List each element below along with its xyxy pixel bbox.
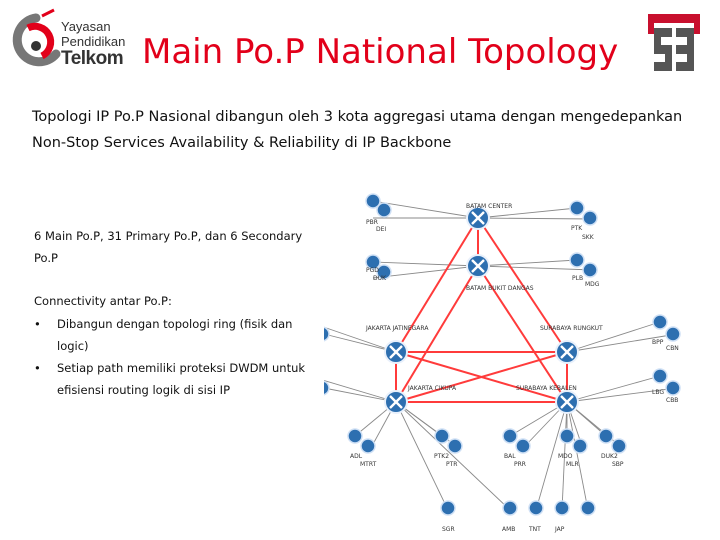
- pop-label: AMB: [502, 526, 516, 533]
- pop-label: PTR: [446, 461, 458, 468]
- pop-label: SGR: [442, 526, 455, 533]
- summary-line-2: Po.P: [34, 251, 58, 265]
- label-surabaya-kebalen: SURABAYA KEBALEN: [516, 385, 577, 392]
- label-jakarta-jatinegara: JAKARTA JATINEGARA: [366, 325, 429, 332]
- telkom-university-logo: [648, 14, 700, 76]
- bullet-2-line-2: efisiensi routing logik di sisi IP: [57, 383, 231, 397]
- page-title: Main Po.P National Topology: [142, 32, 619, 72]
- router-icon: [385, 341, 407, 363]
- bullet-marker: •: [34, 361, 41, 375]
- pop-label: MDO: [558, 453, 573, 460]
- main-pop-routers: [385, 207, 578, 413]
- pop-label: SKK: [582, 234, 594, 241]
- label-surabaya-rungkut: SURABAYA RUNGKUT: [540, 325, 603, 332]
- logo-line-pendidikan: Pendidikan: [61, 34, 126, 49]
- bullet-2-line-1: Setiap path memiliki proteksi DWDM untuk: [57, 361, 306, 375]
- router-icon: [467, 255, 489, 277]
- bullet-1-line-2: logic): [57, 339, 89, 353]
- pop-label: JAP: [555, 526, 565, 533]
- logo-line-telkom: Telkom: [61, 48, 124, 69]
- pop-label: MDG: [585, 281, 600, 288]
- pop-label: PBR: [366, 219, 378, 226]
- pop-label: SBP: [612, 461, 624, 468]
- router-icon: [385, 391, 407, 413]
- pop-label: BPP: [652, 339, 664, 346]
- pop-label: CBN: [666, 345, 679, 352]
- header: [0, 0, 720, 92]
- pop-label: MLR: [566, 461, 579, 468]
- pop-label: PTK: [571, 225, 583, 232]
- label-jakarta-cikupa: JAKARTA CIKUPA: [408, 385, 457, 392]
- summary-line-1: 6 Main Po.P, 31 Primary Po.P, dan 6 Secondary: [34, 229, 303, 243]
- pop-label: PLB: [572, 275, 584, 282]
- connectivity-heading: Connectivity antar Po.P:: [34, 294, 172, 308]
- backbone-ring: [396, 218, 567, 402]
- router-icon: [556, 391, 578, 413]
- router-icon: [556, 341, 578, 363]
- telkom-swirl-icon: [6, 6, 66, 80]
- intro-paragraph: [32, 104, 702, 156]
- pop-label: DUK: [373, 275, 386, 282]
- pop-label: DEI: [376, 226, 387, 233]
- yayasan-pendidikan-telkom-logo: [6, 6, 128, 80]
- pop-label: PGD: [366, 267, 379, 274]
- pop-label: PTK2: [434, 453, 450, 460]
- topology-diagram: [296, 183, 720, 540]
- pop-label: BAL: [504, 453, 516, 460]
- pop-label: MTRT: [360, 461, 377, 468]
- pop-label: ADL: [350, 453, 363, 460]
- pop-label: DUK2: [601, 453, 618, 460]
- pop-label: PRR: [514, 461, 526, 468]
- router-icon: [467, 207, 489, 229]
- pop-label: TNT: [529, 526, 541, 533]
- pop-label: LBG: [652, 389, 665, 396]
- label-batam-bukit: BATAM BUKIT DANGAS: [466, 285, 534, 292]
- label-batam-center: BATAM CENTER: [466, 203, 513, 210]
- bullet-marker: •: [34, 317, 41, 331]
- bullet-1-line-1: Dibangun dengan topologi ring (fisik dan: [57, 317, 293, 331]
- intro-line-2: Non-Stop Services Availability & Reliability di IP Backbone: [32, 135, 452, 151]
- intro-line-1: Topologi IP Po.P Nasional dibangun oleh 3 kota aggregasi utama dengan mengedepankan: [32, 109, 683, 125]
- logo-line-yayasan: Yayasan: [61, 19, 111, 34]
- pop-label: CBB: [666, 397, 679, 404]
- description-panel: [24, 183, 324, 540]
